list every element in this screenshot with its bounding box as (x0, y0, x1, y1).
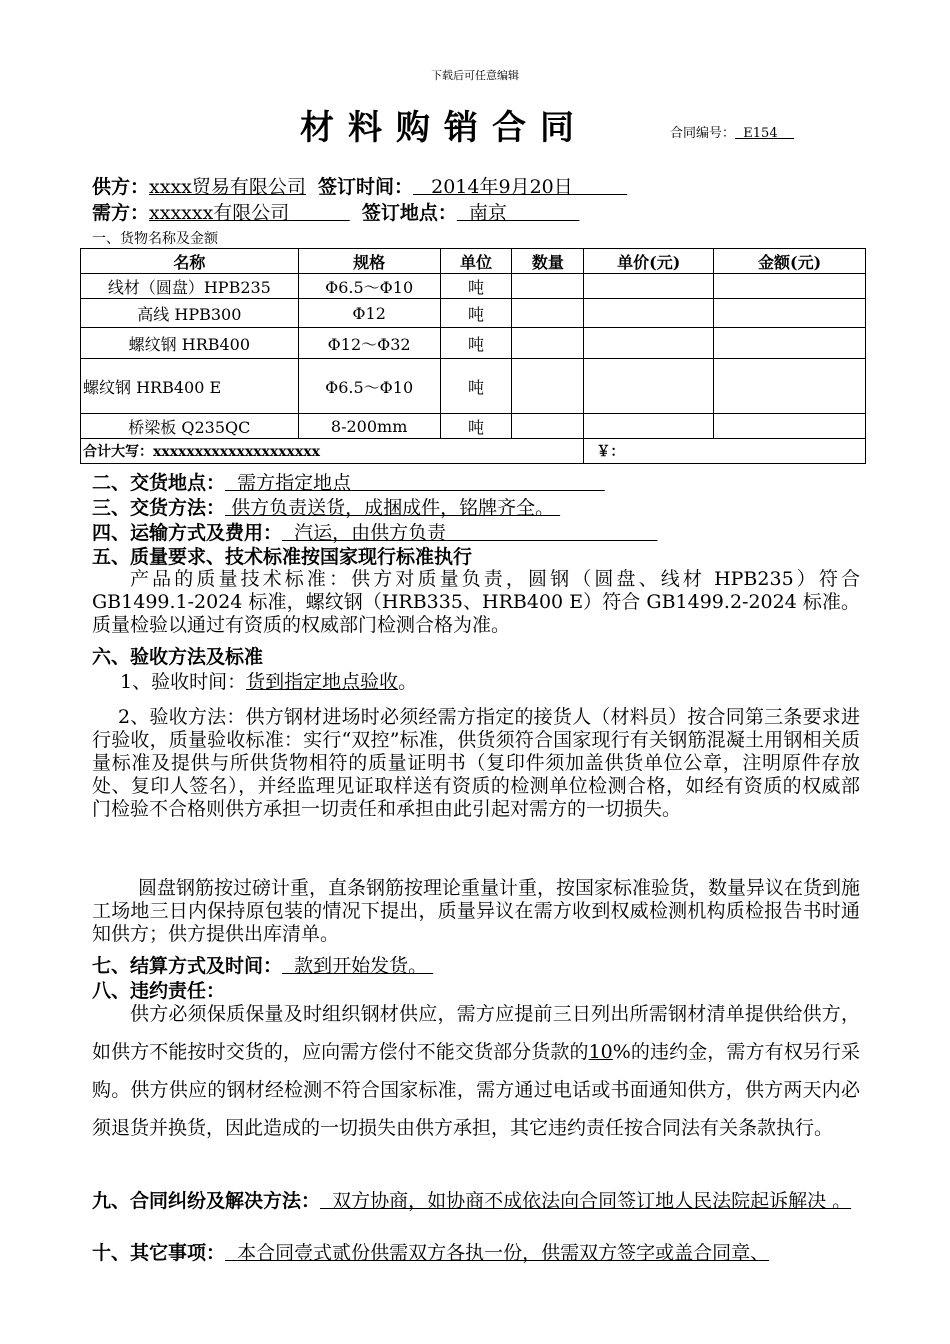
section-9 (92, 1190, 860, 1213)
section-6-item-1 (92, 667, 888, 694)
contract-number-value: E154 (743, 126, 778, 141)
page-title: 材料购销合同 (300, 108, 588, 148)
table-header-row (81, 249, 866, 274)
cell-unit: 吨 (440, 328, 512, 359)
supplier-label: 供方： (92, 176, 150, 198)
contract-number (670, 122, 794, 141)
section-3-label: 三、交货方法： (92, 497, 226, 519)
section-5-heading: 五、质量要求、技术标准按国家现行标准执行 (92, 546, 473, 568)
cell-amount[interactable] (714, 274, 866, 299)
section-5-body: 产品的质量技术标准：供方对质量负责，圆钢（圆盘、线材 HPB235）符合 GB1499.1-2024 标准，螺纹钢（HRB335、HRB400 E）符合 GB1499.2-2024 标准。质量检验以通过有资质的权威部门检测合格为准。 (92, 568, 860, 636)
section-8-body-part-b: %的违约金，需方有权另行采购。供方供应的钢材经检测不符合国家标准，需方通过电话或书面通知供方，供方两天内必须退货并换货，因此造成的一切损失由供方承担，其它违约责任按合同法有关条款执行。 (92, 1041, 860, 1139)
cell-amount[interactable] (714, 414, 866, 439)
cell-name: 螺纹钢 HRB400 E (81, 359, 299, 414)
section-6-item-1-suffix: 。 (398, 671, 418, 693)
supplier-line (92, 172, 627, 199)
section-4 (92, 518, 860, 545)
section-7-value: 款到开始发货。 (294, 955, 428, 977)
cell-amount[interactable] (714, 328, 866, 359)
sign-place-value: 南京 (468, 202, 507, 224)
section-3-value: 供方负责送货，成捆成件，铭牌齐全。 (231, 497, 555, 519)
section-10-value: 本合同壹式贰份供需双方各执一份，供需双方签字或盖合同章、 (237, 1242, 770, 1264)
contract-number-label: 合同编号： (670, 126, 736, 141)
header-note: 下载后可任意编辑 (431, 69, 519, 82)
cell-quantity[interactable] (512, 328, 584, 359)
goods-table (80, 248, 866, 464)
cell-unit-price[interactable] (584, 328, 714, 359)
cell-name: 桥梁板 Q235QC (81, 414, 299, 439)
supplier-value: xxxx贸易有限公司 (149, 176, 306, 198)
section-6-item-1-prefix: 1、验收时间： (120, 671, 247, 693)
buyer-label: 需方： (92, 202, 150, 224)
cell-amount[interactable] (714, 359, 866, 414)
sign-time-label: 签订时间： (317, 176, 413, 198)
total-in-words: 合计大写：xxxxxxxxxxxxxxxxxxxx (81, 439, 584, 464)
table-row (81, 414, 866, 439)
table-row (81, 359, 866, 414)
cell-unit: 吨 (440, 274, 512, 299)
sign-time-value: 2014年9月20日 (431, 176, 573, 198)
cell-unit: 吨 (440, 414, 512, 439)
cell-unit: 吨 (440, 359, 512, 414)
buyer-line (92, 198, 579, 225)
section-9-label: 九、合同纠纷及解决方法： (92, 1190, 321, 1212)
total-yen: ￥： (584, 439, 866, 464)
section-6-item-1-value: 货到指定地点验收 (246, 671, 399, 693)
table-row (81, 299, 866, 328)
col-header-unit-price: 单价(元) (584, 249, 714, 274)
cell-quantity[interactable] (512, 299, 584, 328)
cell-unit: 吨 (440, 299, 512, 328)
cell-unit-price[interactable] (584, 299, 714, 328)
section-8-heading: 八、违约责任： (92, 980, 226, 1002)
cell-spec: 8-200mm (298, 414, 440, 439)
col-header-name: 名称 (81, 249, 299, 274)
section-8-percent: 10 (588, 1041, 613, 1063)
section-4-value: 汽运，由供方负责 (294, 522, 447, 544)
cell-spec: Φ12～Φ32 (298, 328, 440, 359)
table-row (81, 328, 866, 359)
cell-unit-price[interactable] (584, 359, 714, 414)
section-3 (92, 493, 860, 520)
table-total-row (81, 439, 866, 464)
section-10-label: 十、其它事项： (92, 1242, 226, 1264)
section-10 (92, 1238, 860, 1265)
cell-spec: Φ6.5～Φ10 (298, 359, 440, 414)
section-8-body (92, 995, 860, 1147)
cell-spec: Φ6.5～Φ10 (298, 274, 440, 299)
section-2-label: 二、交货地点： (92, 472, 226, 494)
col-header-amount: 金额(元) (714, 249, 866, 274)
table-row (81, 274, 866, 299)
section-2 (92, 468, 860, 495)
cell-quantity[interactable] (512, 274, 584, 299)
section-7-label: 七、结算方式及时间： (92, 955, 283, 977)
cell-quantity[interactable] (512, 414, 584, 439)
section-7 (92, 951, 860, 978)
section-6-paragraph-3: 圆盘钢筋按过磅计重，直条钢筋按理论重量计重，按国家标准验货，数量异议在货到施工场地三日内保持原包装的情况下提出，质量异议在需方收到权威检测机构质检报告书时通知供方；供方提供出库清单。 (92, 877, 861, 945)
cell-quantity[interactable] (512, 359, 584, 414)
section-6-heading: 六、验收方法及标准 (92, 646, 264, 668)
cell-name: 螺纹钢 HRB400 (81, 328, 299, 359)
cell-name: 高线 HPB300 (81, 299, 299, 328)
section-9-value: 双方协商，如协商不成依法向合同签订地人民法院起诉解决 。 (332, 1190, 852, 1212)
col-header-unit: 单位 (440, 249, 512, 274)
cell-unit-price[interactable] (584, 414, 714, 439)
cell-name: 线材（圆盘）HPB235 (81, 274, 299, 299)
section-2-value: 需方指定地点 (237, 472, 352, 494)
cell-unit-price[interactable] (584, 274, 714, 299)
cell-amount[interactable] (714, 299, 866, 328)
buyer-value: xxxxxx有限公司 (149, 202, 290, 224)
cell-spec: Φ12 (298, 299, 440, 328)
sign-place-label: 签订地点： (361, 202, 457, 224)
col-header-spec: 规格 (298, 249, 440, 274)
section-4-label: 四、运输方式及费用： (92, 522, 283, 544)
section-1-heading: 一、货物名称及金额 (92, 231, 218, 247)
section-8-body-part-a: 供方必须保质保量及时组织钢材供应，需方应提前三日列出所需钢材清单提供给供方，如供方不能按时交货的，应向需方偿付不能交货部分货款的 (92, 1003, 860, 1063)
section-6-item-2: 2、验收方法：供方钢材进场时必须经需方指定的接货人（材料员）按合同第三条要求进行验收，质量验收标准：实行“双控”标准，供货须符合国家现行有关钢筋混凝土用钢相关质量标准及提供与所供货物相符的质量证明书（复印件须加盖供货单位公章，注明原件存放处、复印人签名），并经监理见证取样送有资质的检测单位检测合格，如经有资质的权威部门检验不合格则供方承担一切责任和承担由此引起对需方的一切损失。 (92, 706, 860, 820)
col-header-quantity: 数量 (512, 249, 584, 274)
